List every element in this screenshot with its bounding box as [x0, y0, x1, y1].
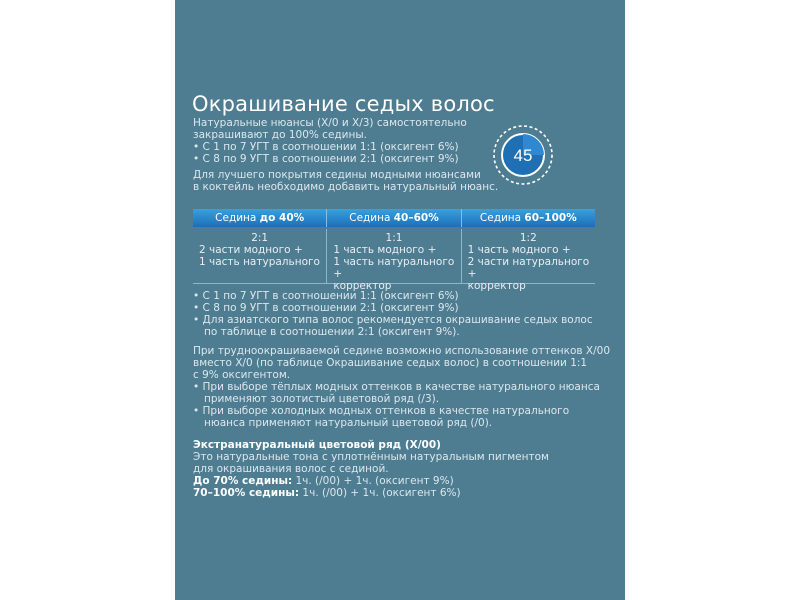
- table-header-cell: Седина 40–60%: [327, 209, 461, 227]
- table-header-cell: Седина до 40%: [193, 209, 327, 227]
- bullet-item: • При выборе тёплых модных оттенков в качестве натурального нюанса: [193, 381, 600, 393]
- paragraph-line: для окрашивания волос с сединой.: [193, 463, 389, 475]
- bullet-item-cont: применяют золотистый цветовой ряд (/3).: [204, 393, 440, 405]
- intro-bullet: • С 1 по 7 УГТ в соотношении 1:1 (оксигент 6%): [193, 141, 459, 153]
- paragraph-line: вместо X/0 (по таблице Окрашивание седых волос) в соотношении 1:1: [193, 357, 588, 369]
- recipe-line: До 70% седины: 1ч. (/00) + 1ч. (оксигент 9%): [193, 475, 454, 487]
- note-line: Для лучшего покрытия седины модными нюансами: [193, 169, 481, 181]
- bullet-item: • Для азиатского типа волос рекомендуется окрашивание седых волос: [193, 314, 593, 326]
- ratio-bullets: [193, 290, 593, 338]
- bullet-item-cont: по таблице в соотношении 2:1 (оксигент 9%).: [204, 326, 460, 338]
- note-line: в коктейль необходимо добавить натуральный нюанс.: [193, 181, 499, 193]
- table-cell: 2:1 2 части модного + 1 часть натурального: [193, 229, 327, 283]
- clock-timer-icon: [491, 123, 555, 187]
- note-block: [193, 169, 498, 193]
- bullet-item-cont: нюанса применяют натуральный цветовой ряд (/0).: [204, 417, 493, 429]
- paragraph-line: Это натуральные тона с уплотнённым натуральным пигментом: [193, 451, 549, 463]
- paragraph-line: с 9% оксигентом.: [193, 369, 291, 381]
- table-cell: 1:2 1 часть модного + 2 части натурального + корректор: [467, 232, 590, 292]
- recipe-line: 70–100% седины: 1ч. (/00) + 1ч. (оксигент 6%): [193, 487, 461, 499]
- intro-bullet: • С 8 по 9 УГТ в соотношении 2:1 (оксигент 9%): [193, 153, 459, 165]
- table-header: [193, 209, 595, 227]
- intro-block: [193, 117, 467, 165]
- table-header-cell: Седина 60–100%: [462, 209, 595, 227]
- intro-line: закрашивают до 100% седины.: [193, 129, 367, 141]
- gray-coverage-table: [193, 209, 595, 292]
- page-title: Окрашивание седых волос: [192, 92, 495, 116]
- difficult-gray-block: [193, 345, 610, 429]
- timer-value: 45: [513, 146, 533, 165]
- bullet-item: • При выборе холодных модных оттенков в качестве натурального: [193, 405, 570, 417]
- section-heading: Экстранатуральный цветовой ряд (X/00): [193, 439, 441, 451]
- extra-natural-block: [193, 439, 549, 499]
- bullet-item: • С 1 по 7 УГТ в соотношении 1:1 (оксигент 6%): [193, 290, 459, 302]
- table-cell: 1:1 1 часть модного + 1 часть натурального + корректор: [327, 229, 461, 283]
- intro-line: Натуральные нюансы (X/0 и X/3) самостоятельно: [193, 117, 467, 129]
- paragraph-line: При трудноокрашиваемой седине возможно использование оттенков X/00: [193, 345, 611, 357]
- bullet-item: • С 8 по 9 УГТ в соотношении 2:1 (оксигент 9%): [193, 302, 459, 314]
- table-row: [193, 229, 595, 292]
